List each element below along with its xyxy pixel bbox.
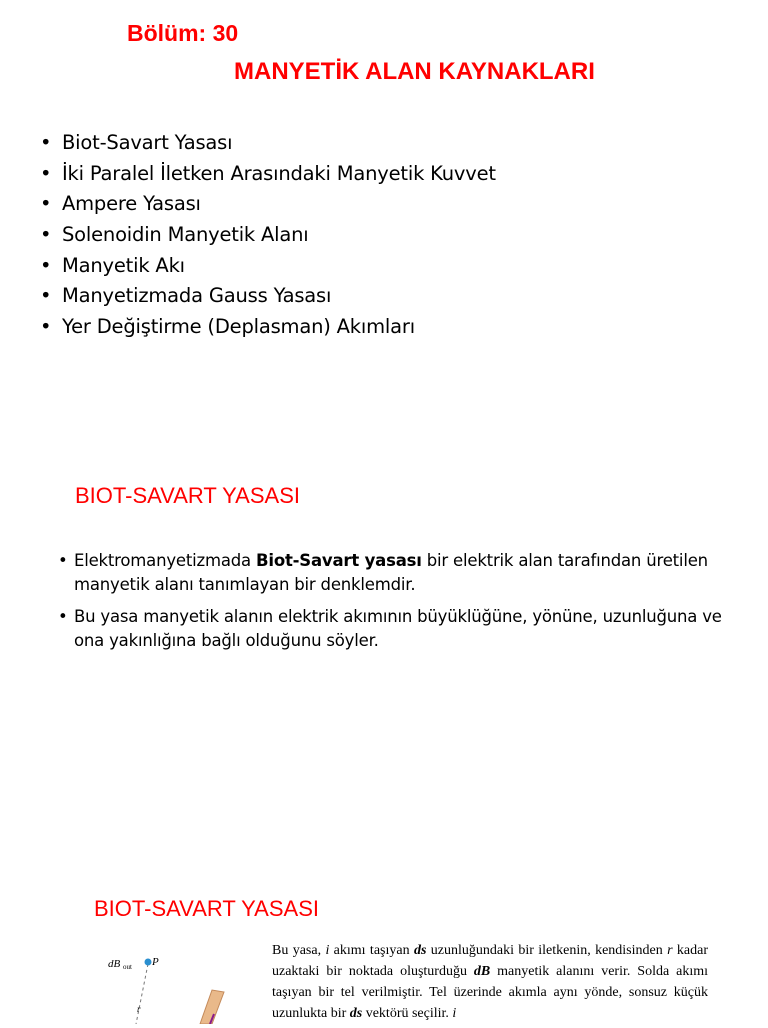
dB-symbol: dB <box>473 964 491 979</box>
law-description <box>272 940 708 1024</box>
topic-item: • İki Paralel İletken Arasındaki Manyetik Kuvvet <box>40 159 496 190</box>
section-heading: BIOT-SAVART YASASI <box>75 483 300 508</box>
wire-figure <box>100 950 240 1024</box>
topic-item: • Ampere Yasası <box>40 189 496 220</box>
desc-text: kadar uzaktaki bir noktada oluşturduğu <box>272 943 709 979</box>
definition-item <box>58 549 738 597</box>
definition-item <box>58 605 738 653</box>
current-symbol: i <box>452 1006 457 1021</box>
r-vector-line <box>136 964 148 1024</box>
topic-item: • Manyetizmada Gauss Yasası <box>40 281 496 312</box>
chapter-label: Bölüm: 30 <box>127 20 239 46</box>
r-label: r <box>137 1004 141 1014</box>
section-heading: BIOT-SAVART YASASI <box>94 896 319 921</box>
r-symbol: r <box>667 943 673 958</box>
law-name: Biot-Savart yasası <box>256 551 422 570</box>
desc-text: vektörü seçilir. <box>362 1006 453 1021</box>
dB-label: dB <box>108 958 121 970</box>
definition-text: bir elektrik alan tarafından üretilen manyetik alanı tanımlayan bir denklemdir. <box>74 551 708 594</box>
definition-list <box>58 549 738 661</box>
desc-text: manyetik alanını verir. Solda akımı taşıyan bir tel verilmiştir. Tel üzerinde akımla aynı yönde, sonsuz küçük uzunlukta bir <box>272 964 708 1021</box>
definition-text: Elektromanyetizmada <box>74 551 256 570</box>
topic-item: • Manyetik Akı <box>40 251 496 282</box>
chapter-title: MANYETİK ALAN KAYNAKLARI <box>234 58 595 85</box>
ds-symbol: ds <box>349 1006 363 1021</box>
topic-item: • Yer Değiştirme (Deplasman) Akımları <box>40 312 496 343</box>
wire-diagram <box>100 950 240 1024</box>
topic-item: • Solenoidin Manyetik Alanı <box>40 220 496 251</box>
desc-text: Bu yasa, <box>272 943 326 958</box>
current-symbol: i <box>325 943 330 958</box>
desc-text: uzunluğundaki bir iletkenin, kendisinden <box>426 943 668 958</box>
desc-text: akımı taşıyan <box>329 943 414 958</box>
point-p-dot <box>145 959 152 966</box>
ds-symbol: ds <box>413 943 427 958</box>
point-p-label: P <box>152 956 159 968</box>
definition-text: Bu yasa manyetik alanın elektrik akımının büyüklüğüne, yönüne, uzunluğuna ve ona yakınlığına bağlı olduğunu söyler. <box>74 607 722 650</box>
dB-subscript: out <box>123 963 132 971</box>
topic-item: • Biot-Savart Yasası <box>40 128 496 159</box>
topic-list <box>40 128 496 343</box>
